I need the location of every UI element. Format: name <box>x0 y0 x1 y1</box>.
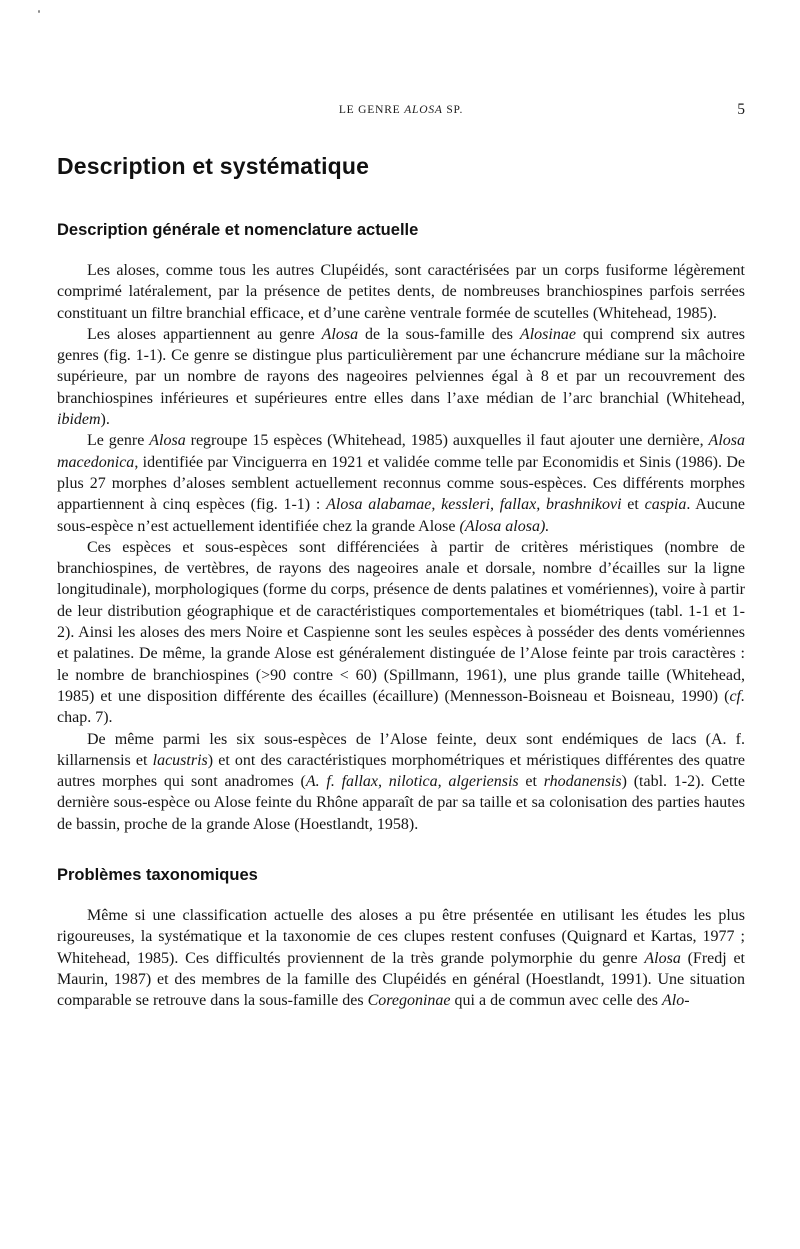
body-paragraph: Les aloses, comme tous les autres Clupéidés, sont caractérisées par un corps fusiforme légèrement comprimé latéralement, par la présence de petites dents, de nombreuses branchiospines parfois serrées constituant un filtre branchial efficace, et d’une carène ventrale formée de scutelles (Whitehead, 1985). <box>57 262 745 322</box>
scan-artifact-dot <box>38 10 40 13</box>
chapter-title: Description et systématique <box>57 153 370 179</box>
body-paragraph: Même si une classification actuelle des aloses a pu être présentée en utilisant les études les plus rigoureuses, la systématique et la taxonomie de ces clupes restent confuses (Quignard et Kartas, 1977 ; Whitehead, 1985). Ces difficultés proviennent de la très grande polymorphie du genre Alosa (Fredj et Maurin, 1987) et des membres de la famille des Clupéidés en général (Hoestlandt, 1991). Une situation comparable se retrouve dans la sous-famille des Coregoninae qui a de commun avec celle des Alo- <box>57 907 746 1010</box>
page-number: 5 <box>737 101 745 118</box>
section-heading-problemes-taxonomiques: Problèmes taxonomiques <box>57 866 258 885</box>
running-header <box>57 101 745 118</box>
page-content <box>57 0 745 1012</box>
section-heading-description-generale: Description générale et nomenclature actuelle <box>57 221 419 239</box>
running-title: LE GENRE ALOSA SP. <box>338 104 464 116</box>
body-paragraph: De même parmi les six sous-espèces de l’Alose feinte, deux sont endémiques de lacs (A. f. killarnensis et lacustris) et ont des caractéristiques morphométriques et méristiques différentes des quatre autres morphes qui sont anadromes (A. f. fallax, nilotica, algeriensis et rhodanensis) (tabl. 1-2). Cette dernière sous-espèce ou Alose feinte du Rhône apparaît de par sa taille et sa colonisation des parties hautes de bassin, proche de la grande Alose (Hoestlandt, 1958). <box>57 730 746 833</box>
body-paragraph: Le genre Alosa regroupe 15 espèces (Whitehead, 1985) auxquelles il faut ajouter une dernière, Alosa macedonica, identifiée par Vinciguerra en 1921 et validée comme telle par Economidis et Sinis (1986). De plus 27 morphes d’aloses semblent actuellement reconnus comme sous-espèces. Ces différents morphes appartiennent à cinq espèces (fig. 1-1) : Alosa alabamae, kessleri, fallax, brashnikovi et caspia. Aucune sous-espèce n’est actuellement identifiée chez la grande Alose (Alosa alosa). <box>57 432 746 535</box>
body-paragraph: Ces espèces et sous-espèces sont différenciées à partir de critères méristiques (nombre de branchiospines, de vertèbres, de rayons des nageoires anale et dorsale, nombre d’écailles sur la ligne longitudinale), morphologiques (forme du corps, présence de dents palatines et vomériennes), voire à partir de leur distribution géographique et de caractéristiques comportementales et biométriques (tabl. 1-1 et 1-2). Ainsi les aloses des mers Noire et Caspienne sont les seules espèces à posséder des dents vomériennes et palatines. De même, la grande Alose est généralement distinguée de l’Alose feinte par trois caractères : le nombre de branchiospines (>90 contre < 60) (Spillmann, 1961), une plus grande taille (Whitehead, 1985) et une disposition différente des écailles (écaillure) (Mennesson-Boisneau et Boisneau, 1990) (cf. chap. 7). <box>57 538 745 727</box>
body-paragraph: Les aloses appartiennent au genre Alosa de la sous-famille des Alosinae qui comprend six autres genres (fig. 1-1). Ce genre se distingue plus particulièrement par une échancrure médiane sur la mâchoire supérieure, par un nombre de rayons des nageoires pelviennes égal à 8 et par un recouvrement des branchiospines inférieures et supérieures entre elles dans l’axe médian de l’arc branchial (Whitehead, ibidem). <box>57 325 746 429</box>
